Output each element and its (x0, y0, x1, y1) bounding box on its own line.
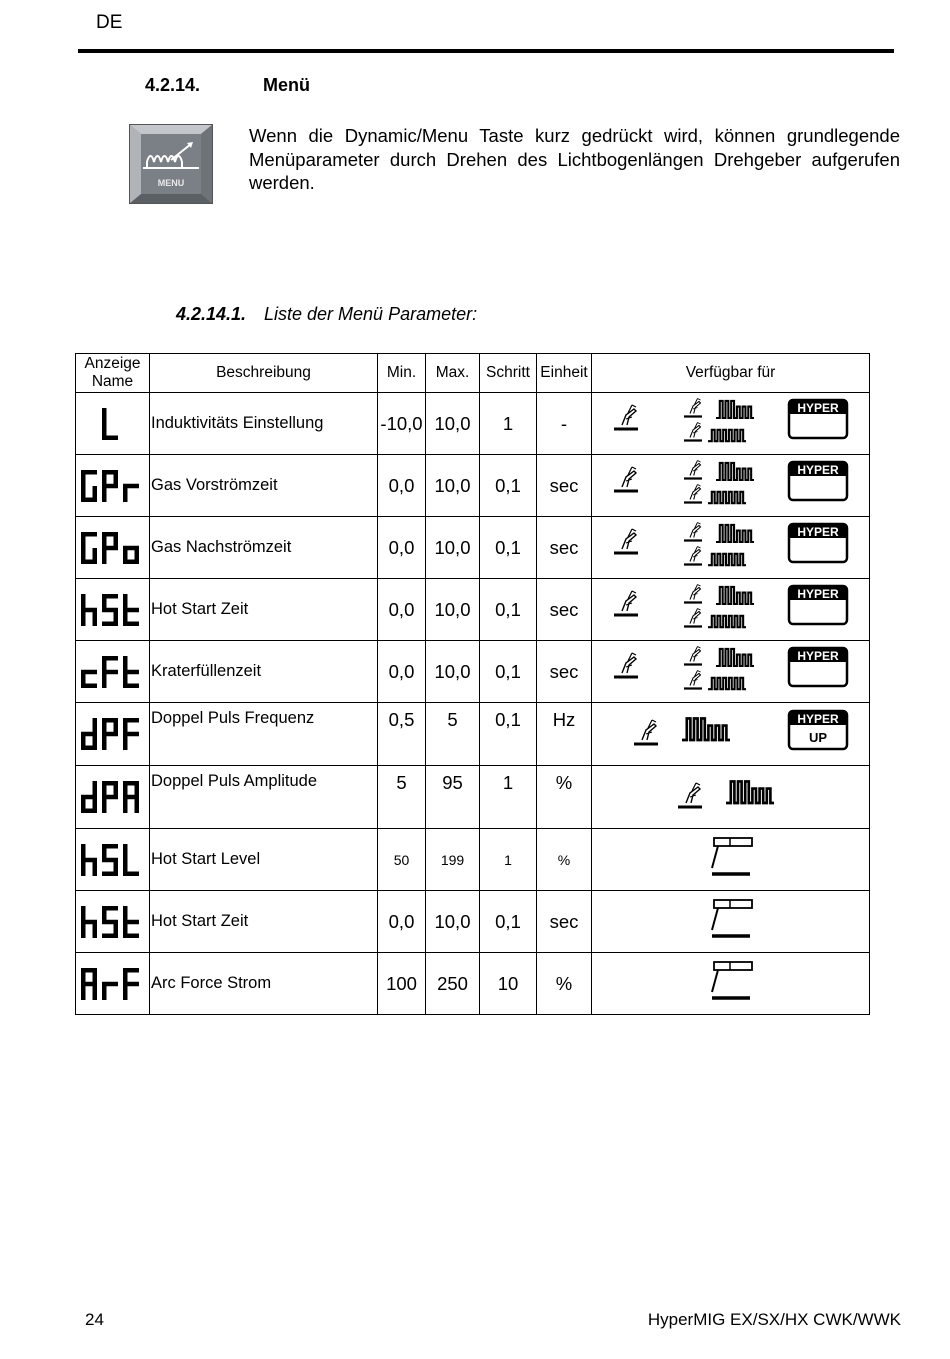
availability-icons (592, 767, 869, 823)
min-cell: 0,0 (378, 891, 426, 953)
description-cell: Gas Vorströmzeit (150, 455, 378, 517)
lcd-display-icon (81, 781, 144, 813)
description-cell: Kraterfüllenzeit (150, 641, 378, 703)
availability-icons (592, 579, 869, 635)
svg-text:HYPER: HYPER (797, 711, 839, 726)
table-row (76, 517, 870, 579)
hyper-badge (789, 462, 847, 500)
mig-torch-icon (684, 547, 702, 565)
availability-icons (592, 829, 869, 885)
mma-electrode-icon (712, 962, 752, 998)
double-pulse-wave-icon (716, 587, 754, 604)
svg-text:HYPER: HYPER (797, 401, 839, 415)
step-cell: 0,1 (480, 579, 537, 641)
table-header-row (76, 354, 870, 393)
min-cell: 100 (378, 953, 426, 1015)
svg-text:HYPER: HYPER (797, 463, 839, 477)
mig-torch-icon (684, 461, 702, 479)
step-cell: 1 (480, 393, 537, 455)
step-cell: 1 (480, 766, 537, 829)
header-min: Min. (378, 354, 426, 393)
max-cell: 10,0 (426, 455, 480, 517)
availability-cell (592, 517, 870, 579)
availability-cell (592, 953, 870, 1015)
double-pulse-wave-icon (682, 718, 730, 740)
svg-text:HYPER: HYPER (797, 649, 839, 663)
lcd-display-icon (81, 968, 144, 1000)
table-row (76, 766, 870, 829)
display-name-cell (76, 703, 150, 766)
mma-electrode-icon (712, 900, 752, 936)
unit-cell: sec (537, 579, 592, 641)
availability-icons (592, 517, 869, 573)
lcd-display-icon (81, 470, 144, 502)
table-row (76, 641, 870, 703)
header-step: Schritt (480, 354, 537, 393)
intro-paragraph: Wenn die Dynamic/Menu Taste kurz gedrückt wird, können grundlegende Menüparameter durch Drehen des Lichtbogenlängen Drehgeber aufgerufen werden. (249, 125, 900, 193)
pulse-wave-icon (708, 678, 746, 689)
section-number: 4.2.14. (145, 75, 201, 95)
display-name-cell (76, 953, 150, 1015)
mig-torch-icon (634, 720, 658, 744)
availability-cell (592, 641, 870, 703)
step-cell: 10 (480, 953, 537, 1015)
mig-torch-icon (684, 609, 702, 627)
menu-parameter-table (75, 353, 870, 1015)
mig-torch-icon (614, 467, 638, 491)
description-cell: Arc Force Strom (150, 953, 378, 1015)
mig-torch-icon (678, 783, 702, 807)
max-cell: 10,0 (426, 641, 480, 703)
min-cell: -10,0 (378, 393, 426, 455)
availability-icons (592, 641, 869, 697)
min-cell: 0,0 (378, 517, 426, 579)
hyper-badge (789, 400, 847, 438)
min-cell: 0,0 (378, 455, 426, 517)
pulse-wave-icon (708, 554, 746, 565)
menu-key-icon (129, 124, 213, 204)
header-unit: Einheit (537, 354, 592, 393)
table-row (76, 579, 870, 641)
max-cell: 250 (426, 953, 480, 1015)
mma-electrode-icon (712, 838, 752, 874)
max-cell: 95 (426, 766, 480, 829)
description-cell: Gas Nachströmzeit (150, 517, 378, 579)
availability-cell (592, 579, 870, 641)
table-row (76, 455, 870, 517)
hyper-badge (789, 711, 847, 749)
lcd-display-icon (81, 906, 144, 938)
availability-icons (592, 953, 869, 1009)
availability-cell (592, 393, 870, 455)
display-name-cell (76, 393, 150, 455)
mig-torch-icon (684, 585, 702, 603)
double-pulse-wave-icon (726, 781, 774, 803)
header-max: Max. (426, 354, 480, 393)
table-row (76, 829, 870, 891)
footer-model: HyperMIG EX/SX/HX CWK/WWK (647, 1310, 901, 1329)
step-cell: 0,1 (480, 891, 537, 953)
hyper-badge (789, 524, 847, 562)
subsection-title: Liste der Menü Parameter: (264, 304, 478, 324)
min-cell: 0,0 (378, 641, 426, 703)
table-row (76, 953, 870, 1015)
min-cell: 0,0 (378, 579, 426, 641)
max-cell: 10,0 (426, 891, 480, 953)
unit-cell: - (537, 393, 592, 455)
unit-cell: % (537, 829, 592, 891)
lcd-display-icon (81, 594, 144, 626)
min-cell: 0,5 (378, 703, 426, 766)
svg-text:UP: UP (808, 729, 828, 745)
unit-cell: % (537, 953, 592, 1015)
step-cell: 0,1 (480, 455, 537, 517)
max-cell: 10,0 (426, 517, 480, 579)
min-cell: 50 (378, 829, 426, 891)
header-available: Verfügbar für (592, 354, 870, 393)
mig-torch-icon (684, 671, 702, 689)
unit-cell: sec (537, 891, 592, 953)
availability-icons (592, 891, 869, 947)
display-name-cell (76, 641, 150, 703)
mig-torch-icon (614, 591, 638, 615)
availability-icons (592, 455, 869, 511)
lcd-display-icon (81, 844, 144, 876)
hyper-badge (789, 648, 847, 686)
availability-cell (592, 703, 870, 766)
svg-text:HYPER: HYPER (797, 587, 839, 601)
lcd-display-icon (81, 656, 144, 688)
mig-torch-icon (684, 399, 702, 417)
header-display-name: Anzeige Name (76, 354, 150, 393)
availability-icons (592, 393, 869, 449)
subsection-number: 4.2.14.1. (176, 304, 247, 324)
double-pulse-wave-icon (716, 525, 754, 542)
description-cell: Hot Start Zeit (150, 891, 378, 953)
double-pulse-wave-icon (716, 649, 754, 666)
availability-cell (592, 455, 870, 517)
pulse-wave-icon (708, 492, 746, 503)
description-cell: Hot Start Zeit (150, 579, 378, 641)
hyper-badge (789, 586, 847, 624)
section-title: Menü (263, 75, 310, 95)
description-cell: Hot Start Level (150, 829, 378, 891)
page-number: 24 (85, 1310, 104, 1329)
step-cell: 0,1 (480, 517, 537, 579)
description-cell: Doppel Puls Frequenz (150, 703, 378, 766)
min-cell: 5 (378, 766, 426, 829)
unit-cell: % (537, 766, 592, 829)
display-name-cell (76, 766, 150, 829)
mig-torch-icon (684, 523, 702, 541)
unit-cell: sec (537, 517, 592, 579)
availability-cell (592, 829, 870, 891)
max-cell: 10,0 (426, 393, 480, 455)
step-cell: 0,1 (480, 641, 537, 703)
mig-torch-icon (614, 405, 638, 429)
mig-torch-icon (684, 647, 702, 665)
language-label: DE (96, 12, 123, 33)
double-pulse-wave-icon (716, 463, 754, 480)
svg-text:MENU: MENU (157, 178, 185, 188)
pulse-wave-icon (708, 616, 746, 627)
max-cell: 199 (426, 829, 480, 891)
unit-cell: sec (537, 455, 592, 517)
max-cell: 10,0 (426, 579, 480, 641)
table-row (76, 393, 870, 455)
header-description: Beschreibung (150, 354, 378, 393)
table-row (76, 891, 870, 953)
display-name-cell (76, 891, 150, 953)
availability-cell (592, 891, 870, 953)
pulse-wave-icon (708, 430, 746, 441)
table-row (76, 703, 870, 766)
unit-cell: sec (537, 641, 592, 703)
description-cell: Doppel Puls Amplitude (150, 766, 378, 829)
availability-cell (592, 766, 870, 829)
step-cell: 0,1 (480, 703, 537, 766)
mig-torch-icon (684, 423, 702, 441)
mig-torch-icon (614, 653, 638, 677)
lcd-display-icon (81, 532, 144, 564)
header-rule (78, 49, 894, 53)
mig-torch-icon (614, 529, 638, 553)
display-name-cell (76, 579, 150, 641)
max-cell: 5 (426, 703, 480, 766)
unit-cell: Hz (537, 703, 592, 766)
double-pulse-wave-icon (716, 401, 754, 418)
display-name-cell (76, 455, 150, 517)
lcd-display-icon (102, 408, 123, 440)
display-name-cell (76, 517, 150, 579)
description-cell: Induktivitäts Einstellung (150, 393, 378, 455)
availability-icons (592, 704, 869, 760)
display-name-cell (76, 829, 150, 891)
lcd-display-icon (81, 718, 144, 750)
step-cell: 1 (480, 829, 537, 891)
svg-text:HYPER: HYPER (797, 525, 839, 539)
mig-torch-icon (684, 485, 702, 503)
